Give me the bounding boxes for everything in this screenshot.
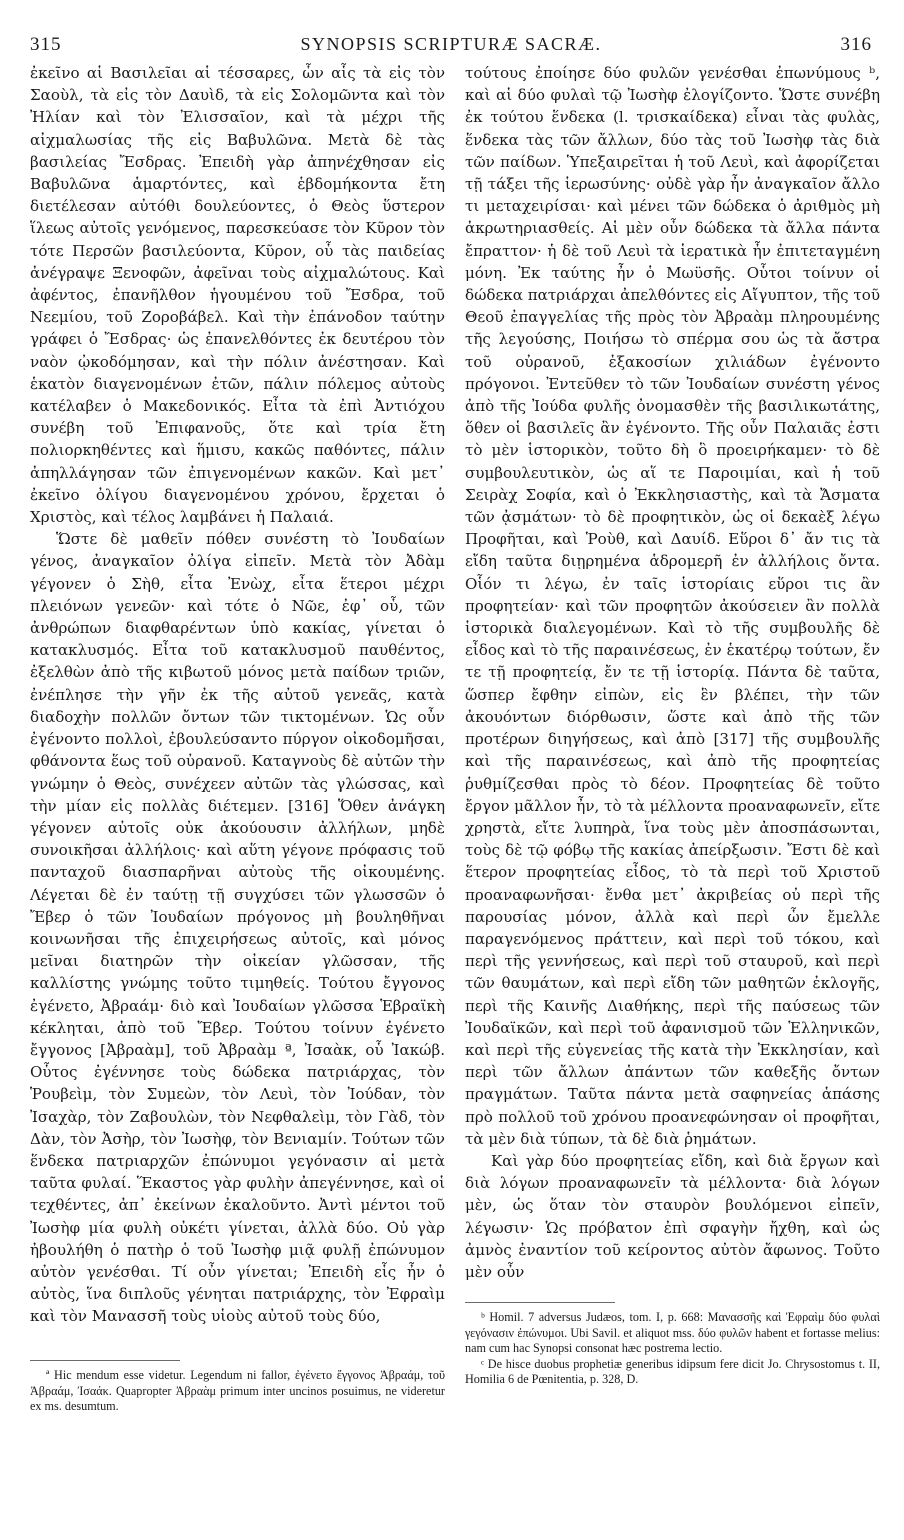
footnote-divider-right	[465, 1302, 615, 1303]
paragraph: τούτους ἐποίησε δύο φυλῶν γενέσθαι ἐπωνύμους ᵇ, καὶ αἱ δύο φυλαὶ τῷ Ἰωσὴφ ἐλογίζοντο. Ὥστε συνέβη ἐκ τούτου ἕνδεκα (l. τρισκαίδεκα) εἶναι τὰς φυλὰς, ἕνδεκα τὰς τῶν ἄλλων, δύο τὰς τοῦ Ἰωσὴφ τὰς διὰ τῶν παίδων. Ὑπεξαιρεῖται ἡ τοῦ Λευὶ, καὶ ἀφορίζεται τῇ τάξει τῆς ἱερωσύνης· οὐδὲ γὰρ ἦν ἀναγκαῖον ἄλλο τι μεταχειρίσαι· καὶ μένει τῶν δώδεκα ὁ ἀριθμὸς μὴ ἀκρωτηριασθείς. Αἱ μὲν οὖν δώδεκα τὰ ἄλλα πάντα ἔπραττον· ἡ δὲ τοῦ Λευὶ τὰ ἱερατικὰ ἦν ἐπιτεταγμένη μόνη. Ἐκ ταύτης ἦν ὁ Μωϋσῆς. Οὗτοι τοίνυν οἱ δώδεκα πατριάρχαι ἀπελθόντες εἰς Αἴγυπτον, τῆς τοῦ Θεοῦ ἐπαγγελίας τῆς πρὸς τὸν Ἀβραὰμ πληρουμένης τῆς λεγούσης, Ποιήσω τὸ σπέρμα σου ὡς τὰ ἄστρα τοῦ οὐρανοῦ, ἑξακοσίων χιλιάδων ἐγένοντο πρόγονοι. Ἐντεῦθεν τὸ τῶν Ἰουδαίων συνέστη γένος ἀπὸ τῆς Ἰούδα φυλῆς ὀνομασθὲν τῆς βασιλικωτάτης, ὅθεν οἱ βασιλεῖς ἂν ἐγένοντο. Τῆς οὖν Παλαιᾶς ἐστι τὸ μὲν ἱστορικὸν, τοῦτο δὴ ὃ προειρήκαμεν· τὸ δὲ συμβουλευτικὸν, ὡς αἵ τε Παροιμίαι, καὶ ἡ τοῦ Σειρὰχ Σοφία, καὶ ὁ Ἐκκλησιαστὴς, καὶ τὰ Ἄσματα τῶν ᾀσμάτων· τὸ δὲ προφητικὸν, ὡς οἱ δεκαὲξ λέγω Προφῆται, καὶ Ῥοὺθ, καὶ Δαυίδ. Εὕροι δ᾽ ἄν τις τὰ εἴδη ταῦτα διῃρημένα ἁδρομερῆ ἐν ἀλλήλοις ὄντα. Οἷόν τι λέγω, ἐν ταῖς ἱστορίαις εὕροι τις ἂν προφητείαν· καὶ τῶν προφητῶν ἀκούσειεν ἂν πολλὰ ἱστορικὰ διαλεγομένων. Καὶ τὸ τῆς συμβουλῆς δὲ εἶδος καὶ τὸ τῆς παραινέσεως, ἐν ἑκατέρῳ τούτων, ἔν τε τῇ προφητείᾳ, ἔν τε τῇ ἱστορίᾳ. Πάντα δὲ ταῦτα, ὥσπερ ἔφθην εἰπὼν, εἰς ἓν βλέπει, τὴν τῶν ἀκουόντων διόρθωσιν, ὥστε καὶ ἀπὸ τῆς τῶν προτέρων διηγήσεως, καὶ ἀπὸ [317] τῆς συμβουλῆς καὶ τῆς παραινέσεως, καὶ ἀπὸ τῆς προφητείας ῥυθμίζεσθαι πρὸς τὸ δέον. Προφητείας δὲ τοῦτο ἔργον μᾶλλον ἦν, τὸ τὰ μέλλοντα προαναφωνεῖν, εἴτε χρηστὰ, εἴτε λυπηρὰ, ἵνα τοὺς μὲν ἀποσπάσωνται, τοὺς δὲ τῷ φόβῳ τῆς κακίας ἀπείρξωσιν. Ἔστι δὲ καὶ ἕτερον προφητείας εἶδος, τὸ τὰ περὶ τοῦ Χριστοῦ προαναφωνῆσαι· ἔνθα μετ᾽ ἀκριβείας οὐ περὶ τῆς παρουσίας μόνον, ἀλλὰ καὶ περὶ ὧν ἔμελλε παραγενόμενος πράττειν, καὶ περὶ τοῦ τόκου, καὶ περὶ τῆς γεννήσεως, καὶ περὶ τοῦ σταυροῦ, καὶ περὶ τῶν θαυμάτων, καὶ περὶ εἴδη τῶν μαθητῶν ἐκλογῆς, περὶ τῆς Καινῆς Διαθήκης, περὶ τῆς παύσεως τῶν Ἰουδαϊκῶν, καὶ περὶ τοῦ ἀφανισμοῦ τῶν Ἑλληνικῶν, καὶ περὶ τῆς εὐγενείας τῆς κατὰ τὴν Ἐκκλησίαν, καὶ περὶ τῶν ἄλλων ἁπάντων τῶν καθεξῆς ὄντων πραγμάτων. Ταῦτα πάντα μετὰ σαφηνείας ἁπάσης πρὸ πολλοῦ τοῦ χρόνου προανεφώνησαν οἱ προφῆται, τὰ μὲν διὰ τύπων, τὰ δὲ διὰ ῥημάτων.	[465, 64, 880, 1148]
footnote: ᶜ De hisce duobus prophetiæ generibus idipsum fere dicit Jo. Chrysostomus t. II, Homilia 6 de Pœnitentia, p. 328, D.	[465, 1356, 880, 1387]
footnote: ᵇ Homil. 7 adversus Judæos, tom. I, p. 668: Μανασσῆς καὶ Ἐφραὶμ δύο φυλαὶ γεγόνασιν ἐπώνυμοι. Ubi Savil. et aliquot mss. δύο φυλῶν habent et fortasse melius: nam cum hac Synopsi consonat hæc postrema lectio.	[465, 1310, 880, 1356]
left-text-column	[30, 62, 445, 1337]
footnote: ª Hic mendum esse videtur. Legendum ni fallor, ἐγένετο ἔγγονος Ἀβραάμ, τοῦ Ἀβραάμ, Ἰσαάκ. Quapropter Ἀβραὰμ primum inter uncinos posuimus, ne videretur ex ms. desumtum.	[30, 1368, 445, 1414]
running-title: SYNOPSIS SCRIPTURÆ SACRÆ.	[300, 34, 602, 54]
footnotes-right	[465, 1310, 880, 1388]
page-number-right: 316	[840, 34, 872, 55]
footnote-divider-left	[30, 1360, 180, 1361]
paragraph: Καὶ γὰρ δύο προφητείας εἴδη, καὶ διὰ ἔργων καὶ διὰ λόγων προαναφωνεῖν τὰ μέλλοντα· διὰ λόγων μὲν, ὡς ὅταν τὸν σταυρὸν βουλόμενοι εἰπεῖν, λέγωσιν· Ὡς πρόβατον ἐπὶ σφαγὴν ἤχθη, καὶ ὡς ἀμνὸς ἐναντίον τοῦ κείροντος αὐτὸν ἄφωνος. Τοῦτο μὲν οὖν	[465, 1151, 880, 1281]
page-number-left: 315	[30, 34, 62, 55]
paragraph: ἐκεῖνο αἱ Βασιλεῖαι αἱ τέσσαρες, ὧν αἷς τὰ εἰς τὸν Σαοὺλ, τὰ εἰς τὸν Δαυὶδ, τὰ εἰς Σολομῶντα καὶ τὸν Ἠλίαν καὶ τὸν Ἐλισσαῖον, καὶ τὰ μέχρι τῆς αἰχμαλωσίας τῆς εἰς Βαβυλῶνα. Μετὰ δὲ τὰς βασιλείας Ἔσδρας. Ἐπειδὴ γὰρ ἀπηνέχθησαν εἰς Βαβυλῶνα ἁμαρτόντες, καὶ ἑβδομήκοντα ἔτη διετέλεσαν αὐτόθι δουλεύοντες, ὁ Θεὸς ὕστερον ἵλεως αὐτοῖς γενόμενος, παρεσκεύασε τὸν Κῦρον τὸν τότε Περσῶν βασιλεύοντα, Κῦρον, οὗ τὰς παιδείας ἀνέγραψε Ξενοφῶν, ἀφεῖναι τοὺς αἰχμαλώτους. Καὶ ἀφέντος, ἐπανῆλθον ἡγουμένου τοῦ Ἔσδρα, τοῦ Νεεμίου, τοῦ Ζοροβάβελ. Καὶ τὴν ἐπάνοδον ταύτην γράφει ὁ Ἔσδρας· ὡς ἐπανελθόντες ἐκ δευτέρου τὸν ναὸν ᾠκοδόμησαν, καὶ τὴν πόλιν ἀνέστησαν. Καὶ ἑκατὸν διαγενομένων ἐτῶν, πάλιν πόλεμος αὐτοὺς κατέλαβεν ὁ Μακεδονικός. Εἶτα τὰ ἐπὶ Ἀντιόχου συνέβη τοῦ Ἐπιφανοῦς, ὅτε καὶ τρία ἔτη πολιορκηθέντες καὶ ἥμισυ, κακῶς παθόντες, πάλιν ἀπηλλάγησαν τῶν ἐπιγενομένων κακῶν. Καὶ μετ᾽ ἐκεῖνο ὀλίγου διαγενομένου χρόνου, ἔρχεται ὁ Χριστὸς, καὶ τέλος λαμβάνει ἡ Παλαιά.	[30, 64, 445, 527]
right-text-column	[465, 62, 880, 1302]
paragraph: Ὥστε δὲ μαθεῖν πόθεν συνέστη τὸ Ἰουδαίων γένος, ἀναγκαῖον ὀλίγα εἰπεῖν. Μετὰ τὸν Ἀδὰμ γέγονεν ὁ Σὴθ, εἶτα Ἐνὼχ, εἶτα ἕτεροι μέχρι πλειόνων γενεῶν· καὶ τότε ὁ Νῶε, ἐφ᾽ οὗ, τῶν ἀνθρώπων διαφθαρέντων ὑπὸ κακίας, γίνεται ὁ κατακλυσμός. Εἶτα τοῦ κατακλυσμοῦ παυθέντος, ἐξελθὼν ἀπὸ τῆς κιβωτοῦ μόνος μετὰ παίδων τριῶν, ἐνέπλησε τὴν γῆν ἐκ τῆς αὐτοῦ γενεᾶς, κατὰ διαδοχὴν πολλῶν ὄντων τῶν τικτομένων. Ὡς οὖν ἐγένοντο πολλοὶ, ἐβουλεύσαντο πύργον οἰκοδομῆσαι, φθάνοντα ἕως τοῦ οὐρανοῦ. Καταγνοὺς δὲ αὐτῶν τὴν γνώμην ὁ Θεὸς, συνέχεεν αὐτῶν τὰς γλώσσας, καὶ τὴν μίαν εἰς πολλὰς διέτεμεν. [316] Ὅθεν ἀνάγκη γέγονεν αὐτοῖς οὐκ ἀκούουσιν ἀλλήλων, μηδὲ συνοικῆσαι ἀλλήλοις· καὶ αὕτη γέγονε πρόφασις τοῦ πανταχοῦ διασπαρῆναι αὐτοὺς τῆς οἰκουμένης. Λέγεται δὲ ἐν ταύτῃ τῇ συγχύσει τῶν γλωσσῶν ὁ Ἔβερ ὁ τῶν Ἰουδαίων πρόγονος μὴ βουληθῆναι κοινωνῆσαι τῆς ἐπιχειρήσεως αὐτοῖς, καὶ μόνος μεῖναι διατηρῶν τὴν οἰκείαν γλῶσσαν, τῆς καλλίστης γνώμης τοῦτο τιμηθείς. Τούτου ἔγγονος ἐγένετο, Ἀβραάμ· διὸ καὶ Ἰουδαίων γλῶσσα Ἑβραϊκὴ κέκληται, ἀπὸ τοῦ Ἔβερ. Τούτου τοίνυν ἐγένετο ἔγγονος [Ἀβραὰμ], τοῦ Ἀβραὰμ ª, Ἰσαὰκ, οὗ Ἰακώβ. Οὗτος ἐγέννησε τοὺς δώδεκα πατριάρχας, τὸν Ῥουβεὶμ, τὸν Συμεὼν, τὸν Λευὶ, τὸν Ἰούδαν, τὸν Ἰσαχὰρ, τὸν Ζαβουλὼν, τὸν Νεφθαλεὶμ, τὸν Γὰδ, τὸν Δὰν, τὸν Ἀσὴρ, τὸν Ἰωσὴφ, τὸν Βενιαμίν. Τούτων τῶν ἕνδεκα πατριαρχῶν ἐπώνυμοι γεγόνασιν αἱ μετὰ ταῦτα φυλαί. Ἕκαστος γὰρ φυλὴν ἀπεγέννησε, καὶ οἱ τεχθέντες, ἀπ᾽ ἐκείνων ἐκαλοῦντο. Ἀντὶ μέντοι τοῦ Ἰωσὴφ μία φυλὴ οὐκέτι γίνεται, ἀλλὰ δύο. Οὐ γὰρ ἠβουλήθη ὁ πατὴρ ὁ τοῦ Ἰωσὴφ μιᾷ φυλῇ ἐπώνυμον αὐτὸν γενέσθαι. Τί οὖν γίνεται; Ἐπειδὴ εἷς ἦν ὁ αὐτὸς, ἵνα διπλοῦς γένηται πατριάρχης, τὸν Ἐφραὶμ καὶ τὸν Μανασσῆ τοὺς υἱοὺς αὐτοῦ τοὺς δύο,	[30, 530, 445, 1326]
running-header	[30, 34, 872, 58]
footnotes-left	[30, 1368, 445, 1415]
